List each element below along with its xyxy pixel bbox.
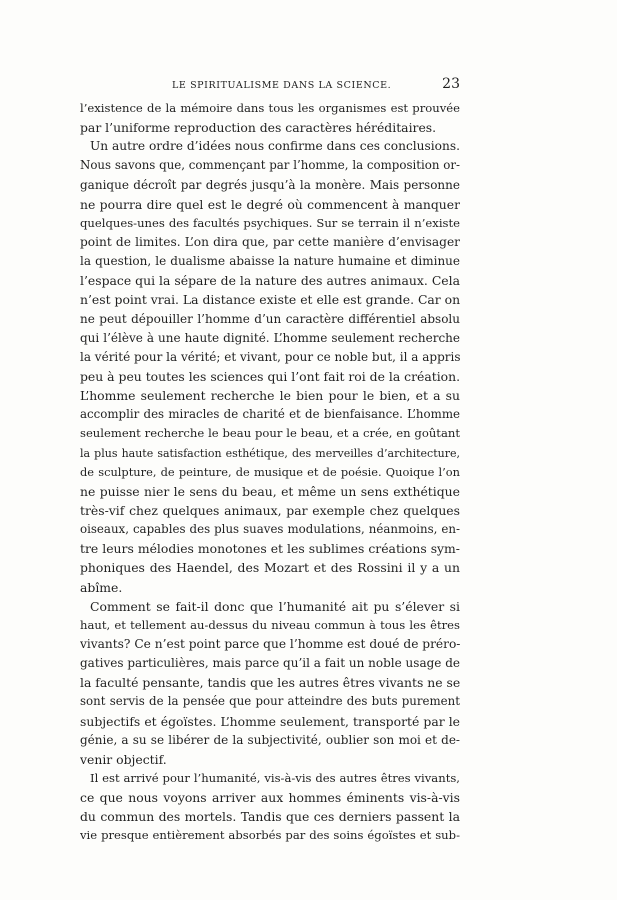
text-line: l’existence de la mémoire dans tous les organismes est prouvée	[80, 101, 460, 115]
text-line: de sculpture, de peinture, de musique et de poésie. Quoique l’on	[80, 464, 460, 479]
text-line: Un autre ordre d’idées nous confirme dans ces conclusions.	[90, 139, 460, 154]
text-line: génie, a su se libérer de la subjectivité, oublier son moi et de-	[80, 732, 460, 747]
text-line: Comment se fait-il donc que l’humanité ait pu s’élever si	[90, 598, 460, 614]
text-line: Il est arrivé pour l’humanité, vis-à-vis des autres êtres vivants,	[90, 770, 460, 785]
text-line: la plus haute satisfaction esthétique, des merveilles d’architecture,	[80, 446, 460, 460]
text-line: gatives particulières, mais parce qu’il a fait un noble usage de	[80, 656, 460, 671]
text-line: la question, le dualisme abaisse la nature humaine et diminue	[80, 254, 460, 269]
text-line: L’homme seulement recherche le bien pour le bien, et a su	[80, 388, 460, 404]
text-line: accomplir des miracles de charité et de bienfaisance. L’homme	[80, 407, 460, 422]
page-number: 23	[442, 76, 460, 92]
text-line: la faculté pensante, tandis que les autres êtres vivants ne se	[80, 675, 460, 691]
running-title: LE SPIRITUALISME DANS LA SCIENCE.	[172, 80, 392, 91]
text-line: phoniques des Haendel, des Mozart et des Rossini il y a un	[80, 560, 460, 576]
text-line: venir objectif.	[80, 751, 167, 767]
text-line: seulement recherche le beau pour le beau, et a crée, en goûtant	[80, 426, 460, 441]
text-line: vivants? Ce n’est point parce que l’homme est doué de préro-	[80, 636, 460, 651]
text-line: peu à peu toutes les sciences qui l’ont fait roi de la création.	[80, 368, 460, 384]
text-line: par l’uniforme reproduction des caractères héréditaires.	[80, 120, 437, 136]
text-line: subjectifs et égoïstes. L’homme seulement, transporté par le	[80, 713, 460, 729]
text-line: ne peut dépouiller l’homme d’un caractère différentiel absolu	[80, 311, 460, 326]
text-line: ganique décroît par degrés jusqu’à la monère. Mais personne	[80, 177, 460, 192]
text-line: ce que nous voyons arriver aux hommes éminents vis-à-vis	[80, 790, 460, 806]
text-line: la vérité pour la vérité; et vivant, pour ce noble but, il a appris	[80, 349, 460, 364]
text-line: haut, et tellement au-dessus du niveau commun à tous les êtres	[80, 617, 460, 632]
text-line: quelques-unes des facultés psychiques. Sur se terrain il n’existe	[80, 215, 460, 230]
text-line: du commun des mortels. Tandis que ces derniers passent la	[80, 809, 460, 825]
text-line: abîme.	[80, 579, 123, 595]
text-line: l’espace qui la sépare de la nature des autres animaux. Cela	[80, 273, 460, 289]
text-line: qui l’élève à une haute dignité. L’homme seulement recherche	[80, 330, 460, 345]
text-line: vie presque entièrement absorbés par des soins égoïstes et sub-	[80, 828, 460, 843]
text-line: tre leurs mélodies monotones et les sublimes créations sym-	[80, 541, 460, 557]
text-line: sont servis de la pensée que pour atteindre des buts purement	[80, 694, 460, 709]
text-line: oiseaux, capables des plus suaves modulations, néanmoins, en-	[80, 522, 460, 537]
body-text	[80, 99, 460, 845]
text-line: Nous savons que, commençant par l’homme, la composition or-	[80, 158, 460, 173]
text-line: n’est point vrai. La distance existe et elle est grande. Car on	[80, 292, 460, 308]
text-line: ne pourra dire quel est le degré où commencent à manquer	[80, 196, 460, 212]
text-line: très-vif chez quelques animaux, par exemple chez quelques	[80, 502, 460, 518]
text-line: ne puisse nier le sens du beau, et même un sens exthétique	[80, 483, 460, 499]
text-line: point de limites. L’on dira que, par cette manière d’envisager	[80, 234, 460, 249]
page-header	[80, 76, 460, 96]
